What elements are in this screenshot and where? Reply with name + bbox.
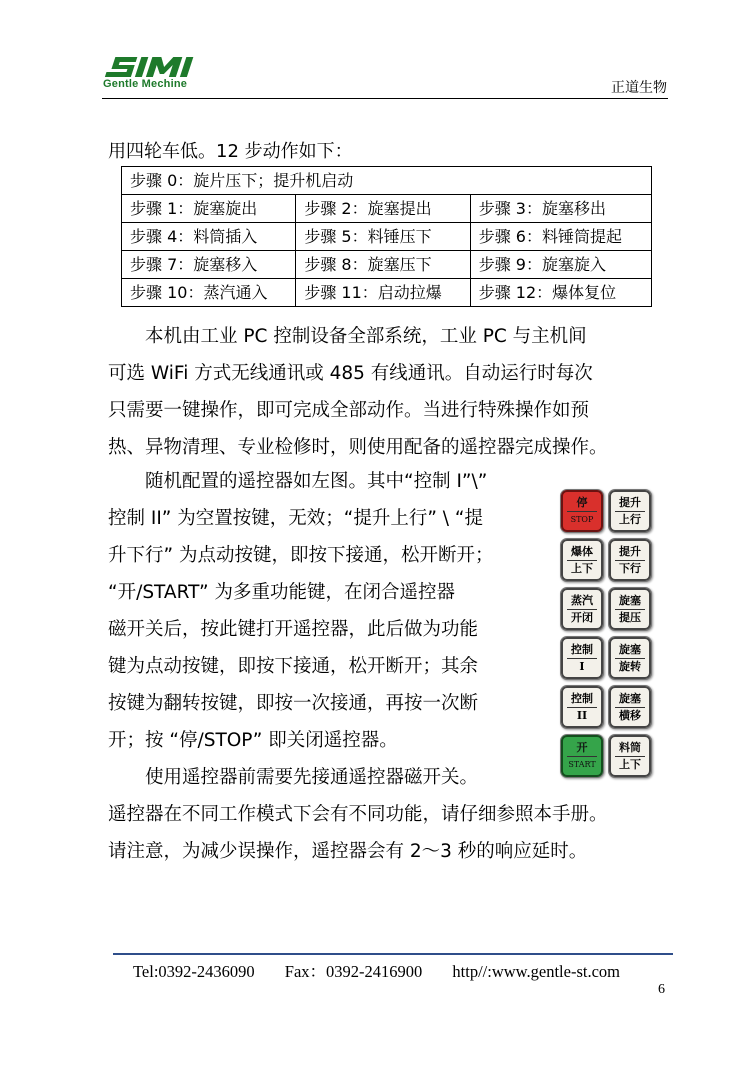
- remote-key-plug-press: 旋塞 提压: [608, 587, 652, 631]
- table-row: [122, 279, 652, 307]
- remote-key-barrel-updown: 料筒 上下: [608, 734, 652, 778]
- paragraph-line: 可选 WiFi 方式无线通讯或 485 有线通讯。自动运行时每次: [108, 363, 593, 384]
- paragraph-line: 热、异物清理、专业检修时，则使用配备的遥控器完成操作。: [108, 437, 608, 458]
- table-row: [122, 251, 652, 279]
- paragraph-line: 按键为翻转按键，即按一次接通，再按一次断: [108, 693, 479, 714]
- paragraph-line: 使用遥控器前需要先接通遥控器磁开关。: [108, 767, 479, 788]
- table-cell: 步骤 6：料锤筒提起: [470, 223, 651, 251]
- table-cell: 步骤 3：旋塞移出: [470, 195, 651, 223]
- table-cell: 步骤 4：料筒插入: [122, 223, 296, 251]
- paragraph-remote-description: [108, 463, 544, 759]
- footer-contact: [133, 958, 646, 982]
- paragraph-line: 请注意，为减少误操作，遥控器会有 2～3 秒的响应延时。: [108, 841, 588, 862]
- paragraph-line: 只需要一键操作，即可完成全部动作。当进行特殊操作如预: [108, 400, 590, 421]
- footer-divider: [113, 953, 673, 955]
- remote-key-stop: 停 STOP: [560, 489, 604, 533]
- header-divider: [102, 98, 668, 99]
- paragraph-line: 键为点动按键，即按下接通，松开断开；其余: [108, 656, 479, 677]
- paragraph-line: 本机由工业 PC 控制设备全部系统，工业 PC 与主机间: [108, 326, 587, 347]
- remote-key-control-2: 控制 II: [560, 685, 604, 729]
- steps-table: [121, 166, 652, 307]
- footer-fax: Fax：0392-2416900: [284, 962, 423, 981]
- paragraph-line: 开；按 “停/STOP” 即关闭遥控器。: [108, 730, 398, 751]
- table-row: [122, 223, 652, 251]
- table-cell: 步骤 12：爆体复位: [470, 279, 651, 307]
- paragraph-line: 遥控器在不同工作模式下会有不同功能，请仔细参照本手册。: [108, 804, 608, 825]
- table-cell: 步骤 10：蒸汽通入: [122, 279, 296, 307]
- paragraph-line: 升下行” 为点动按键，即按下接通，松开断开；: [108, 545, 494, 566]
- table-row: [122, 167, 652, 195]
- paragraph-line: 磁开关后，按此键打开遥控器，此后做为功能: [108, 619, 479, 640]
- paragraph-line: 随机配置的遥控器如左图。其中“控制 I”\”: [108, 471, 488, 492]
- remote-key-body-updown: 爆体 上下: [560, 538, 604, 582]
- table-cell: 步骤 7：旋塞移入: [122, 251, 296, 279]
- table-cell: 步骤 1：旋塞旋出: [122, 195, 296, 223]
- footer-tel: Tel:0392-2436090: [133, 962, 255, 981]
- page-number: 6: [658, 982, 665, 997]
- paragraph-line: “开/START” 为多重功能键，在闭合遥控器: [108, 582, 455, 603]
- remote-key-lift-up: 提升 上行: [608, 489, 652, 533]
- header-company-name: 正道生物: [611, 80, 667, 96]
- table-cell: 步骤 0：旋片压下；提升机启动: [122, 167, 652, 195]
- table-cell: 步骤 5：料锤压下: [296, 223, 470, 251]
- table-cell: 步骤 2：旋塞提出: [296, 195, 470, 223]
- remote-key-plug-shift: 旋塞 横移: [608, 685, 652, 729]
- remote-key-plug-rotate: 旋塞 旋转: [608, 636, 652, 680]
- paragraph-control-system: [108, 318, 670, 466]
- table-cell: 步骤 11：启动拉爆: [296, 279, 470, 307]
- remote-key-start: 开 START: [560, 734, 604, 778]
- table-cell: 步骤 9：旋塞旋入: [470, 251, 651, 279]
- logo-subtitle: Gentle Mechine: [103, 78, 188, 90]
- remote-key-steam: 蒸汽 开闭: [560, 587, 604, 631]
- remote-key-lift-down: 提升 下行: [608, 538, 652, 582]
- footer-website: http//:www.gentle-st.com: [452, 962, 620, 981]
- intro-text: 用四轮车低。12 步动作如下：: [108, 141, 353, 162]
- paragraph-line: 控制 II” 为空置按键，无效；“提升上行” \ “提: [108, 508, 484, 529]
- table-row: [122, 195, 652, 223]
- remote-key-control-1: 控制 I: [560, 636, 604, 680]
- table-cell: 步骤 8：旋塞压下: [296, 251, 470, 279]
